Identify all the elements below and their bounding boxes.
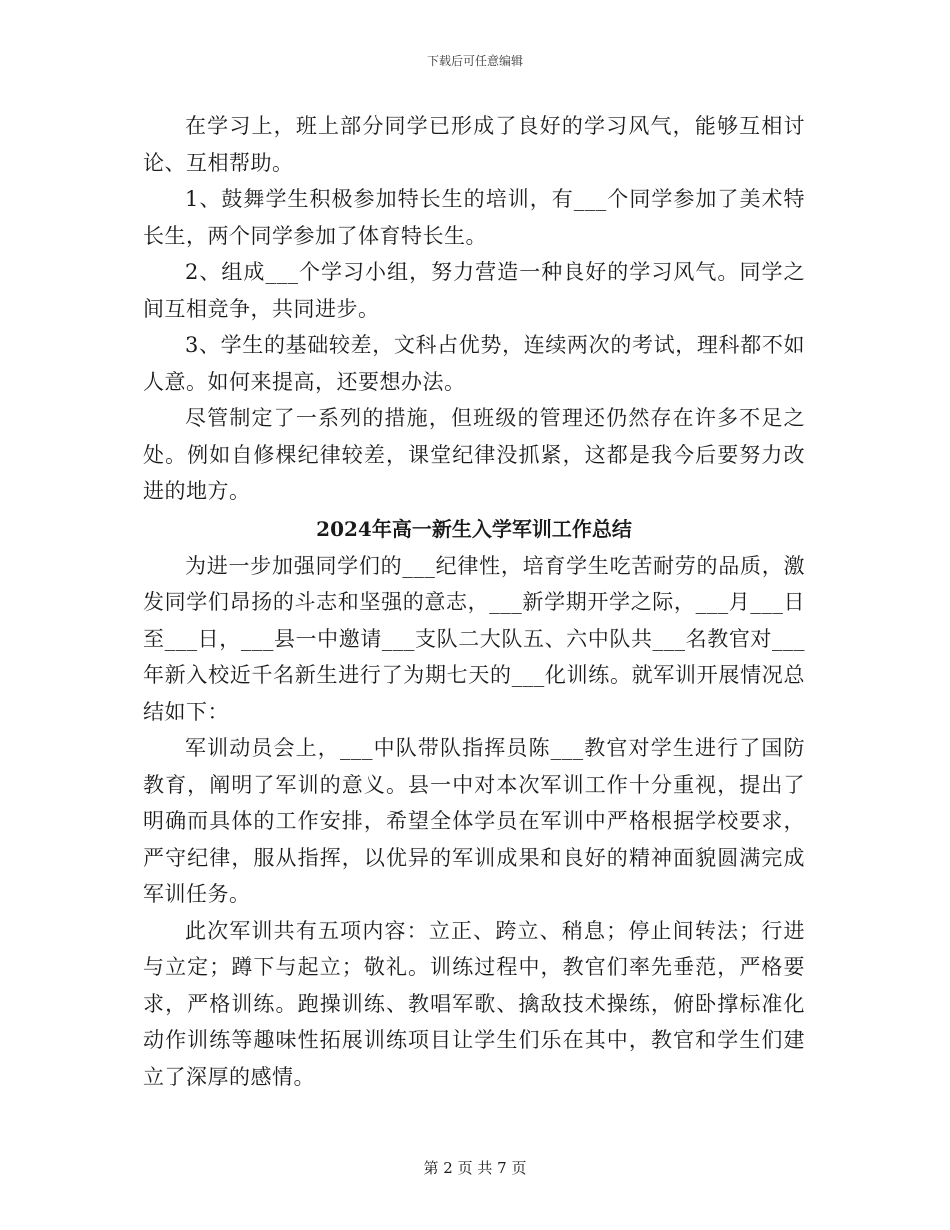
- section-title: 2024年高一新生入学军训工作总结: [316, 516, 632, 541]
- paragraph: 2、组成___个学习小组，努力营造一种良好的学习风气。同学之间互相竞争，共同进步。: [143, 260, 805, 321]
- paragraph: 为进一步加强同学们的___纪律性，培育学生吃苦耐劳的品质，激发同学们昂扬的斗志和坚强的意志，___新学期开学之际，___月___日至___日，___县一中邀请___支队二大队五、六中队共___名教官对___年新入校近千名新生进行了为期七天的___化训练。就军训开展情况总结如下：: [143, 553, 805, 724]
- paragraph: 1、鼓舞学生积极参加特长生的培训，有___个同学参加了美术特长生，两个同学参加了体育特长生。: [143, 187, 805, 248]
- paragraph: 3、学生的基础较差，文科占优势，连续两次的考试，理科都不如人意。如何来提高，还要想办法。: [143, 333, 805, 394]
- paragraph: 此次军训共有五项内容：立正、跨立、稍息；停止间转法；行进与立定；蹲下与起立；敬礼。训练过程中，教官们率先垂范，严格要求，严格训练。跑操训练、教唱军歌、擒敌技术操练，俯卧撑标准化动作训练等趣味性拓展训练项目让学生们乐在其中，教官和学生们建立了深厚的感情。: [143, 918, 805, 1089]
- paragraph: 军训动员会上，___中队带队指挥员陈___教官对学生进行了国防教育，阐明了军训的意义。县一中对本次军训工作十分重视，提出了明确而具体的工作安排，希望全体学员在军训中严格根据学校要求，严守纪律，服从指挥，以优异的军训成果和良好的精神面貌圆满完成军训任务。: [143, 736, 805, 906]
- paragraph: 在学习上，班上部分同学已形成了良好的学习风气，能够互相讨论、互相帮助。: [143, 114, 805, 175]
- document-body: [143, 108, 805, 1095]
- page-header: 下载后可任意编辑: [426, 54, 523, 68]
- paragraph: 尽管制定了一系列的措施，但班级的管理还仍然存在许多不足之处。例如自修棵纪律较差，课堂纪律没抓紧，这都是我今后要努力改进的地方。: [143, 406, 805, 503]
- page-number: 第 2 页 共 7 页: [423, 1159, 527, 1177]
